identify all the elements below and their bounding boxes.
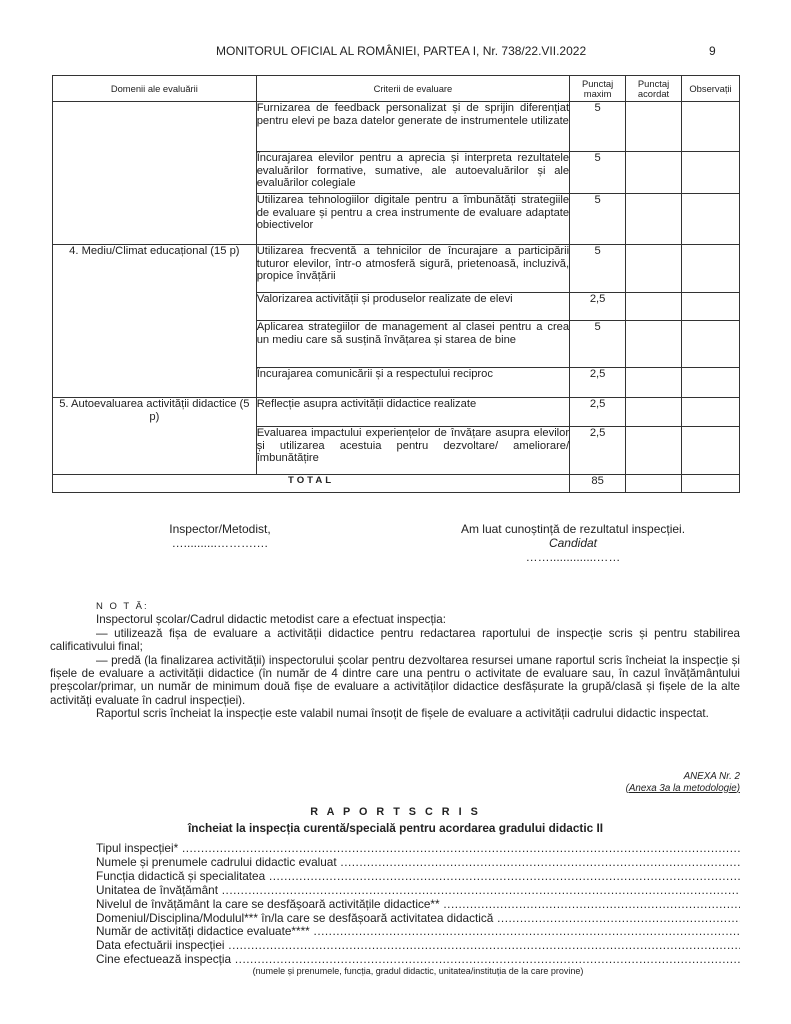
candidate-signature-line: ……..............…… (525, 550, 621, 564)
report-field[interactable]: Cine efectuează inspecția ..... (96, 953, 740, 967)
awarded-points-cell[interactable] (626, 152, 682, 194)
total-value: 85 (570, 475, 626, 493)
table-row (53, 245, 740, 293)
domain-cell (53, 102, 257, 245)
criterion-cell: Utilizarea tehnologiilor digitale pentru a îmbunătăți strategiile de evaluare și pentru a crea instrumente de evaluare adaptate obiectivelor (256, 194, 569, 245)
awarded-total-cell[interactable] (626, 475, 682, 493)
max-points-cell: 5 (570, 102, 626, 152)
criterion-cell: Evaluarea impactului experiențelor de învățare asupra elevilor și utilizarea acestuia pentru dezvoltare/ ameliorare/îmbunătățire (256, 427, 569, 475)
note-section (50, 600, 740, 721)
report-footnote: (numele și prenumele, funcția, gradul didactic, unitatea/instituția de la care provine) (252, 966, 584, 976)
column-header: Punctaj maxim (570, 76, 626, 102)
observations-cell[interactable] (682, 152, 740, 194)
column-header: Observații (682, 76, 740, 102)
observations-cell[interactable] (682, 427, 740, 475)
awarded-points-cell[interactable] (626, 321, 682, 368)
awarded-points-cell[interactable] (626, 102, 682, 152)
report-fields (96, 842, 740, 967)
criterion-cell: Încurajarea comunicării și a respectului reciproc (256, 368, 569, 398)
report-subtitle: încheiat la inspecția curentă/specială pentru acordarea gradului didactic II (188, 821, 603, 835)
column-header: Criterii de evaluare (256, 76, 569, 102)
max-points-cell: 5 (570, 321, 626, 368)
annex-reference (626, 771, 740, 794)
observations-cell[interactable] (682, 245, 740, 293)
annex-subtitle: (Anexa 3a la metodologie) (625, 782, 740, 794)
total-row (53, 475, 740, 493)
table-header-row (53, 76, 740, 102)
max-points-cell: 2,5 (570, 293, 626, 321)
criterion-cell: Valorizarea activității și produselor realizate de elevi (256, 293, 569, 321)
note-label: N O T Ă: (96, 601, 149, 612)
criterion-cell: Furnizarea de feedback personalizat și de sprijin diferențiat pentru elevi pe baza datelor generate de instrumentele utilizate (256, 102, 569, 152)
max-points-cell: 2,5 (570, 427, 626, 475)
domain-cell: 4. Mediu/Climat educațional (15 p) (53, 245, 257, 398)
awarded-points-cell[interactable] (626, 427, 682, 475)
criterion-cell: Reflecție asupra activității didactice realizate (256, 398, 569, 427)
report-title: R A P O R T S C R I S (310, 806, 481, 818)
annex-number: ANEXA Nr. 2 (683, 771, 740, 782)
max-points-cell: 5 (570, 152, 626, 194)
awarded-points-cell[interactable] (626, 368, 682, 398)
observations-cell[interactable] (682, 398, 740, 427)
observations-cell[interactable] (682, 194, 740, 245)
observations-cell[interactable] (682, 293, 740, 321)
candidate-signature-block (448, 522, 698, 564)
report-field[interactable]: Număr de activități didactice evaluate**** ..... (96, 925, 740, 939)
criterion-cell: Încurajarea elevilor pentru a aprecia și interpreta rezultatele evaluărilor formative, sumative, ale autoevaluărilor și ale evaluărilor colegiale (256, 152, 569, 194)
awarded-points-cell[interactable] (626, 245, 682, 293)
criterion-cell: Aplicarea strategiilor de management al clasei pentru a crea un mediu care să susțină învățarea și starea de bine (256, 321, 569, 368)
awarded-points-cell[interactable] (626, 398, 682, 427)
max-points-cell: 2,5 (570, 368, 626, 398)
max-points-cell: 2,5 (570, 398, 626, 427)
awarded-points-cell[interactable] (626, 293, 682, 321)
total-label: TOTAL (53, 475, 570, 493)
max-points-cell: 5 (570, 194, 626, 245)
report-field[interactable]: Numele și prenumele cadrului didactic evaluat ..... (96, 856, 740, 870)
note-closing: Raportul scris încheiat la inspecție este valabil numai însoțit de fișele de evaluare a activității cadrului didactic inspectat. (96, 707, 709, 721)
column-header: Domenii ale evaluării (53, 76, 257, 102)
inspector-signature-line: …..........……….… (171, 536, 269, 550)
report-field[interactable]: Tipul inspecției* ..... (96, 842, 740, 856)
inspector-signature-block (150, 522, 290, 550)
note-item: — utilizează fișa de evaluare a activității didactice pentru redactarea raportului de inspecție scris și pentru stabilirea calificativului final; (50, 626, 740, 654)
domain-cell: 5. Autoevaluarea activității didactice (5 p) (53, 398, 257, 475)
observations-cell[interactable] (682, 368, 740, 398)
evaluation-table (52, 75, 740, 493)
note-item: — predă (la finalizarea activității) inspectorului școlar pentru dezvoltarea resursei umane raportul scris încheiat la inspecție și fișele de evaluare a activității didactice (în număr de 4 dintre care una pentru o activitate de evaluare sau, în cazul învățământului preșcolar/primar, un număr de minimum două fișe de evaluare a activităților didactice desfășurate la grupă/clasă și fișele de la alte activități evaluate în cadrul inspecției). (50, 653, 740, 707)
report-field[interactable]: Nivelul de învățământ la care se desfășoară activitățile didactice** ..... (96, 898, 740, 912)
acknowledgement-text: Am luat cunoștință de rezultatul inspecției. (460, 522, 686, 536)
report-field[interactable]: Domeniul/Disciplina/Modulul*** în/la care se desfășoară activitatea didactică ..... (96, 912, 740, 926)
report-field[interactable]: Unitatea de învățământ ..... (96, 884, 740, 898)
report-field[interactable]: Funcția didactică și specialitatea ..... (96, 870, 740, 884)
note-intro: Inspectorul școlar/Cadrul didactic metodist care a efectuat inspecția: (96, 613, 446, 627)
observations-cell[interactable] (682, 102, 740, 152)
publication-title: MONITORUL OFICIAL AL ROMÂNIEI, PARTEA I, Nr. 738/22.VII.2022 (216, 44, 587, 58)
table-row (53, 398, 740, 427)
candidate-label: Candidat (548, 536, 598, 550)
table-row (53, 102, 740, 152)
criterion-cell: Utilizarea frecventă a tehnicilor de încurajare a participării tuturor elevilor, într-o atmosferă sigură, prietenoasă, incluzivă, propice învățării (256, 245, 569, 293)
inspector-label: Inspector/Metodist, (169, 522, 271, 536)
max-points-cell: 5 (570, 245, 626, 293)
awarded-points-cell[interactable] (626, 194, 682, 245)
observations-cell[interactable] (682, 321, 740, 368)
report-field[interactable]: Data efectuării inspecției ..... (96, 939, 740, 953)
page-number: 9 (709, 44, 716, 58)
observations-cell[interactable] (682, 475, 740, 493)
column-header: Punctaj acordat (626, 76, 682, 102)
